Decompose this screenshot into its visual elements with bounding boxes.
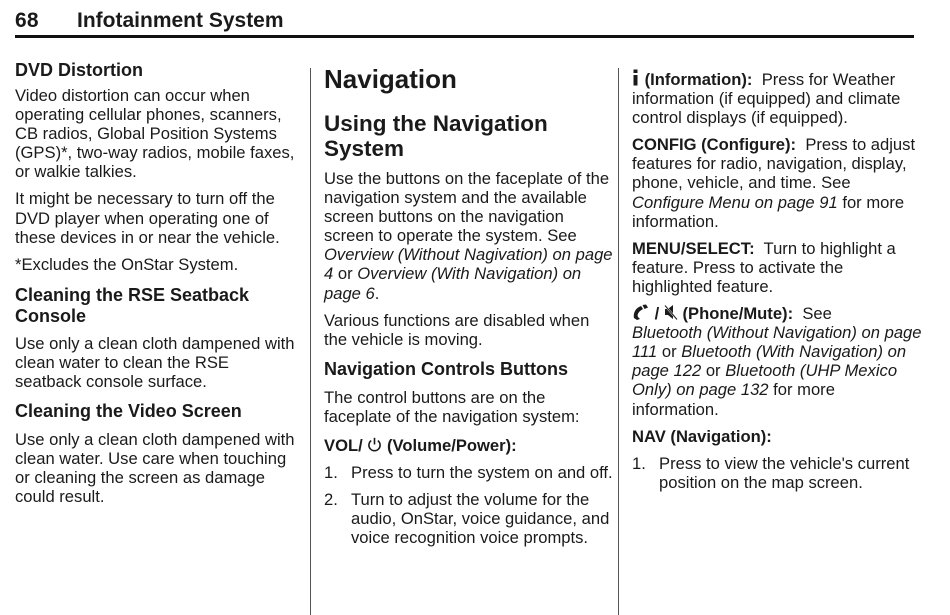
separator: / [654,304,660,324]
list-number: 1. [324,463,338,483]
paragraph: Use only a clean cloth dampened with clean water. Use care when touching or cleaning the screen as damage could result. [15,430,295,507]
column-divider [618,68,619,615]
config-text: Press to adjust features for radio, navigation, display, phone, vehicle, and time. See [632,135,916,193]
menu-select-entry [632,239,922,296]
section-heading-dvd-distortion: DVD Distortion [15,60,143,80]
power-icon [367,437,382,453]
menu-select-label: MENU/SELECT: [632,238,755,258]
phone-mute-text: See [802,304,832,324]
info-label: (Information): [644,70,753,89]
list-text: Press to turn the system on and off. [351,463,613,483]
cross-reference-link: Configure Menu on page 91 [632,192,838,212]
phone-mute-label: (Phone/Mute): [682,304,794,324]
text: or [333,264,358,284]
nav-label: NAV (Navigation): [632,426,772,446]
section-heading-using-navigation: Using the Navigation System [324,111,548,161]
paragraph: It might be necessary to turn off the DVD player when operating one of these devices in or near the vehicle. [15,189,280,247]
paragraph: The control buttons are on the faceplate of the navigation system: [324,387,580,426]
column-divider [310,68,311,615]
phone-icon [632,304,650,321]
text: for more information. [632,380,835,419]
section-heading-controls: Navigation Controls Buttons [324,358,568,379]
label-text: VOL/ [324,436,363,456]
text: or [701,361,726,381]
footnote: *Excludes the OnStar System. [15,254,239,274]
page-number: 68 [15,9,39,32]
list-text: Press to view the vehicle's current position on the map screen. [659,453,910,492]
nav-steps-list [632,454,922,492]
mute-icon [664,304,678,321]
info-text: Press for Weather information (if equipped) and climate control displays (if equipped). [632,70,901,128]
list-item [632,454,922,492]
list-item [324,490,614,547]
cross-reference-link: Bluetooth (Without Navigation) on page 111 [632,323,922,362]
phone-mute-entry [632,304,922,419]
cross-reference-link: Overview (Without Nagivation) on page 4 [324,245,613,284]
config-label: CONFIG (Configure): [632,135,797,155]
vol-steps-list [324,463,614,547]
column-middle [324,64,614,548]
paragraph: Video distortion can occur when operating cellular phones, scanners, CB radios, Global Position Systems (GPS)*, two-way radios, mobile faxes, or walkie talkies. [15,86,295,182]
vol-power-label [324,436,614,455]
cross-reference-link: Bluetooth (UHP Mexico Only) on page 132 [632,361,898,400]
menu-select-text: Turn to highlight a feature. Press to activate the highlighted feature. [632,238,896,296]
cross-reference-link: Bluetooth (With Navigation) on page 122 [632,342,907,381]
chapter-title-navigation: Navigation [324,64,457,94]
list-number: 2. [324,490,338,510]
paragraph: Use only a clean cloth dampened with clean water to clean the RSE seatback console surface. [15,333,295,392]
info-entry [632,69,922,127]
text: Use the buttons on the faceplate of the navigation system and the available screen buttons on the navigation screen to operate the system. See [324,169,610,246]
text: . [374,283,380,303]
paragraph [324,169,614,303]
text: or [657,342,682,362]
header-rule [15,35,914,38]
text: for more information. [632,192,905,231]
paragraph: Various functions are disabled when the vehicle is moving. [324,310,590,349]
page-title: Infotainment System [77,9,284,32]
column-left [15,60,300,507]
list-text: Turn to adjust the volume for the audio, OnStar, voice guidance, and voice recognition voice prompts. [351,490,610,548]
section-heading-cleaning-rse: Cleaning the RSE Seatback Console [15,284,250,326]
list-item [324,463,614,482]
info-icon [632,69,640,86]
label-text: (Volume/Power): [386,436,517,456]
config-entry [632,135,922,230]
section-heading-cleaning-video: Cleaning the Video Screen [15,401,242,422]
list-number: 1. [632,453,646,473]
cross-reference-link: Overview (With Navigation) on page 6 [324,264,582,303]
column-right [632,69,922,492]
